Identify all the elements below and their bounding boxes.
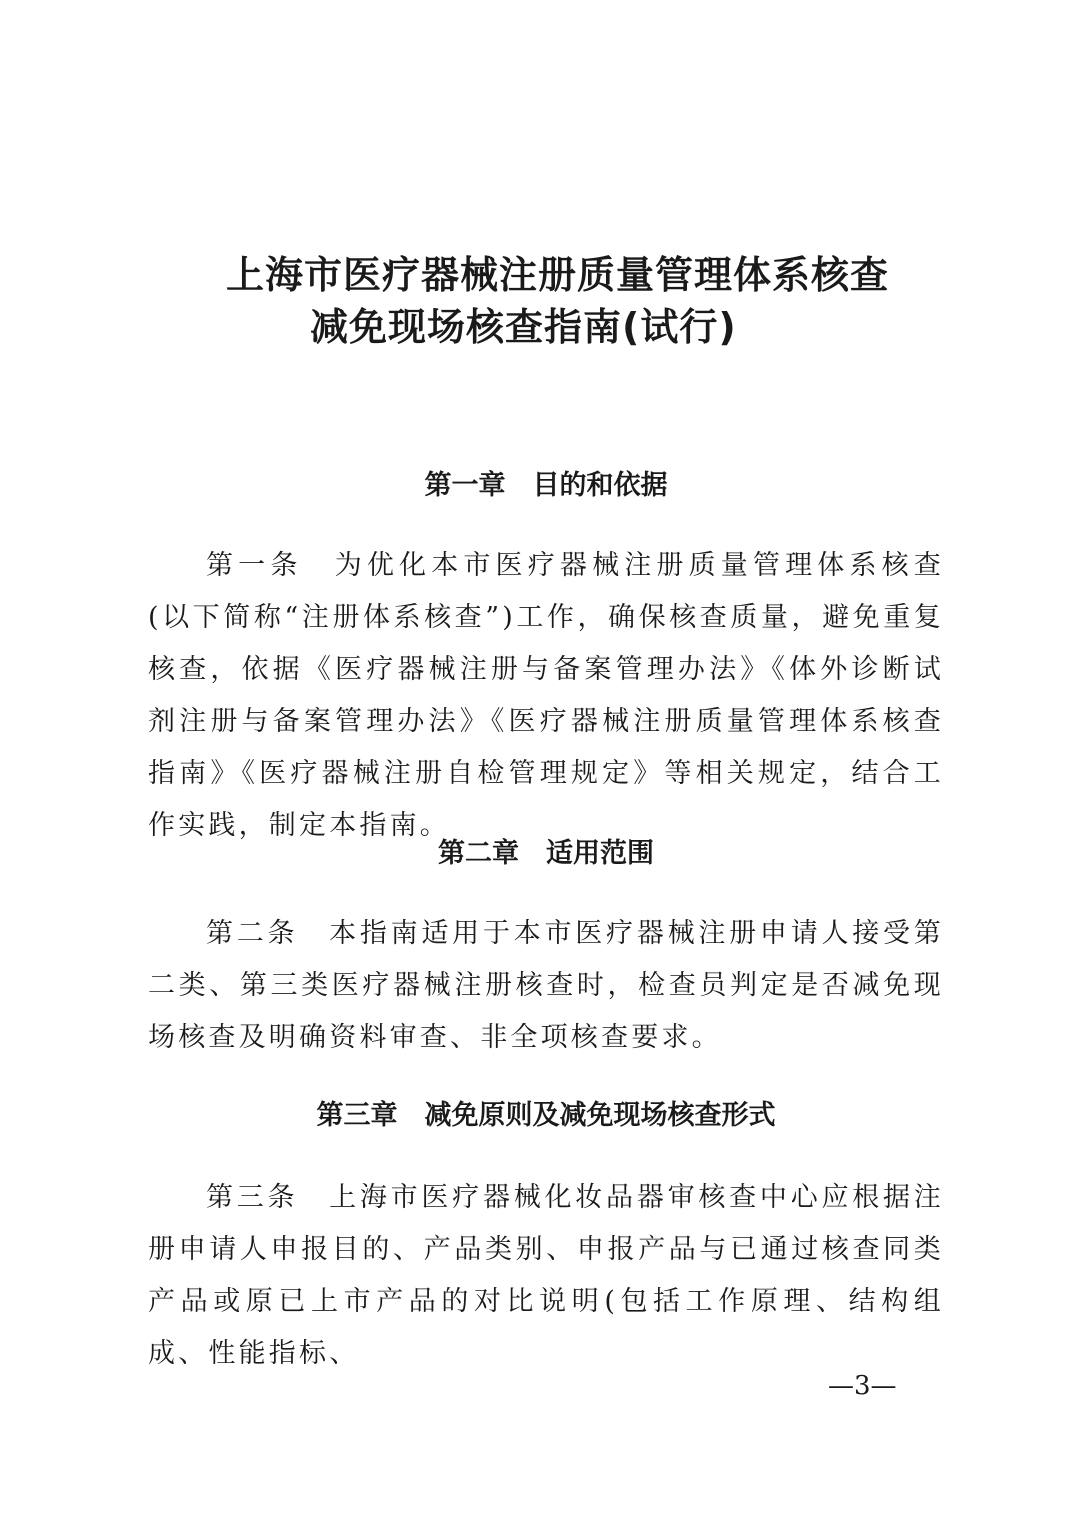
document-title-line-1: 上海市医疗器械注册质量管理体系核查 xyxy=(226,253,890,297)
article-1-text: 第一条 为优化本市医疗器械注册质量管理体系核查(以下简称“注册体系核查”)工作，确保核查质量，避免重复核查，依据《医疗器械注册与备案管理办法》《体外诊断试剂注册与备案管理办法》《医疗器械注册质量管理体系核查指南》《医疗器械注册自检管理规定》等相关规定，结合工作实践，制定本指南。 xyxy=(148,550,944,841)
chapter-1-heading: 第一章 目的和依据 xyxy=(424,470,668,501)
chapter-2-heading: 第二章 适用范围 xyxy=(438,838,654,869)
chapter-3-heading: 第三章 减免原则及减免现场核查形式 xyxy=(316,1100,776,1131)
article-2-text: 第二条 本指南适用于本市医疗器械注册申请人接受第二类、第三类医疗器械注册核查时，检查员判定是否减免现场核查及明确资料审查、非全项核查要求。 xyxy=(148,918,944,1053)
document-title-line-2: 减免现场核查指南(试行) xyxy=(310,305,737,349)
article-3-text: 第三条 上海市医疗器械化妆品器审核查中心应根据注册申请人申报目的、产品类别、申报产品与已通过核查同类产品或原已上市产品的对比说明(包括工作原理、结构组成、性能指标、 xyxy=(148,1182,944,1369)
page-number: —3— xyxy=(828,1371,897,1401)
